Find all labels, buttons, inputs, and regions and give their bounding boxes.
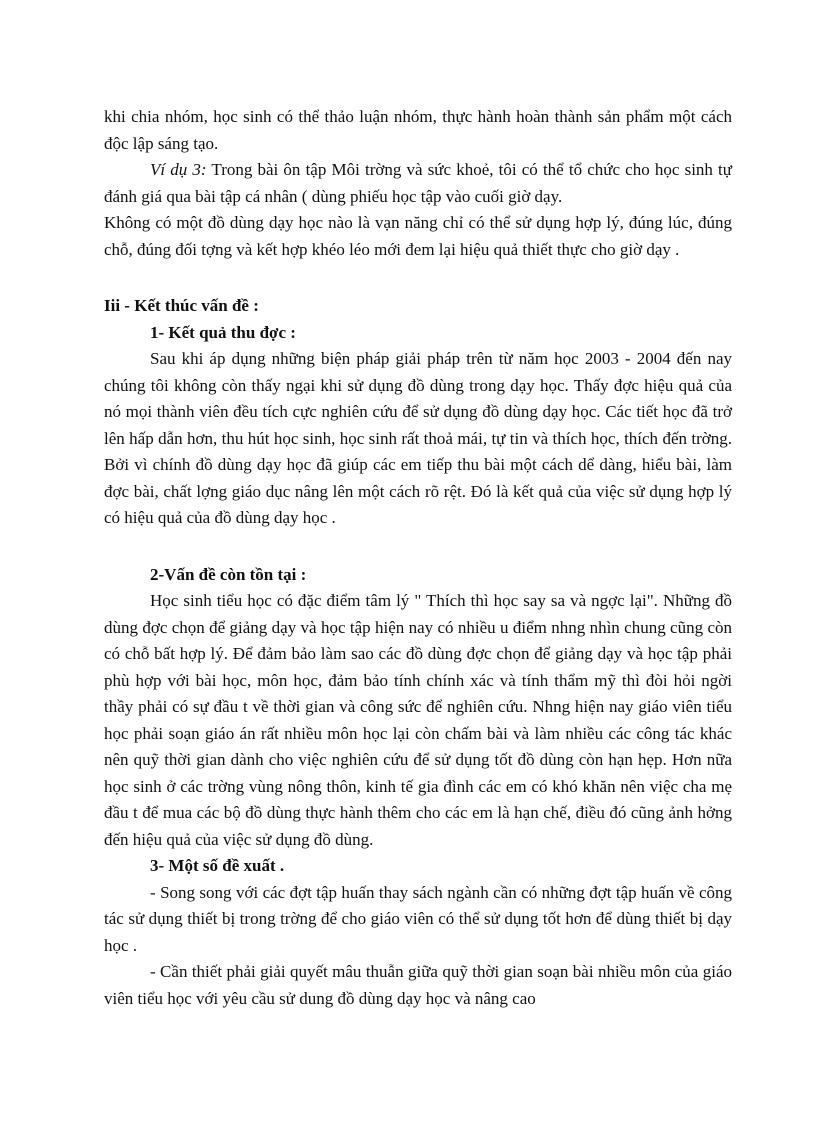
paragraph-teaching-tools: Không có một đồ dùng dạy học nào là vạn năng chỉ có thể sử dụng hợp lý, đúng lúc, đúng chỗ, đúng đối tợng và kết hợp khéo léo mới đem lại hiệu quả thiết thực cho giờ dạy .	[104, 213, 732, 259]
subsection-2-heading: 2-Vấn đề còn tồn tại :	[150, 564, 307, 584]
proposal-item-2: - Cần thiết phải giải quyết mâu thuẫn giữa quỹ thời gian soạn bài nhiều môn của giáo viên tiểu học với yêu cầu sử dung đồ dùng dạy học và nâng cao	[104, 962, 732, 1008]
spacer	[104, 532, 732, 562]
example-3-label: Ví dụ 3:	[150, 160, 207, 179]
paragraph-intro-continued: khi chia nhóm, học sinh có thể thảo luận nhóm, thực hành hoàn thành sản phẩm một cách độc lập sáng tạo.	[104, 107, 732, 153]
subsection-3-heading: 3- Một số đề xuất .	[150, 856, 285, 875]
subsection-2-paragraph: Học sinh tiểu học có đặc điểm tâm lý " Thích thì học say sa và ngợc lại". Những đồ dùng đợc chọn để giảng dạy và học tập hiện nay có nhiều u điểm nhng nhìn chung cũng còn có chỗ bất hợp lý. Để đảm bảo làm sao các đồ dùng đợc chọn để giảng dạy và học tập phải phù hợp với bài học, môn học, đảm bảo tính chính xác và tính thẩm mỹ thì đòi hỏi ngời thầy phải có sự đầu t về thời gian và công sức để nghiên cứu. Nhng hiện nay giáo viên tiểu học phải soạn giáo án rất nhiều môn học lại còn chấm bài và làm nhiều các công tác khác nên quỹ thời gian dành cho việc nghiên cứu để sử dụng tốt đồ dùng còn hạn hẹp. Hơn nữa học sinh ở các trờng vùng nông thôn, kinh tế gia đình các em có khó khăn nên việc cha mẹ đầu t để mua các bộ đồ dùng thực hành thêm cho các em là hạn chế, điều đó cũng ảnh hởng đến hiệu quả của việc sử dụng đồ dùng.	[104, 591, 732, 849]
document-page	[104, 104, 732, 1012]
spacer	[104, 263, 732, 293]
example-3-text: Trong bài ôn tập Môi trờng và sức khoẻ, tôi có thể tổ chức cho học sinh tự đánh giá qua bài tập cá nhân ( dùng phiếu học tập vào cuối giờ dạy.	[104, 160, 732, 206]
subsection-1-paragraph: Sau khi áp dụng những biện pháp giải pháp trên từ năm học 2003 - 2004 đến nay chúng tôi không còn thấy ngại khi sử dụng đồ dùng trong dạy học. Thấy đợc hiệu quả của nó mọi thành viên đều tích cực nghiên cứu để sử dụng đồ dùng dạy học. Các tiết học đã trở lên hấp dẫn hơn, thu hút học sinh, học sinh rất thoả mái, tự tin và thích học, thích đến trờng. Bởi vì chính đồ dùng dạy học đã giúp các em tiếp thu bài một cách dể dàng, hiểu bài, làm đợc bài, chất lợng giáo dục nâng lên một cách rõ rệt. Đó là kết quả của việc sử dụng hợp lý có hiệu quả của đồ dùng dạy học .	[104, 349, 732, 527]
subsection-1-heading: 1- Kết quả thu đợc :	[150, 322, 296, 342]
paragraph-example-3	[104, 157, 732, 210]
section-3-heading: Iii - Kết thúc vấn đề :	[104, 296, 259, 315]
proposal-item-1: - Song song với các đợt tập huấn thay sách ngành cần có những đợt tập huấn về công tác sử dụng thiết bị trong trờng để cho giáo viên có thể sử dụng tốt hơn để dùng thiết bị dạy học .	[104, 882, 732, 955]
